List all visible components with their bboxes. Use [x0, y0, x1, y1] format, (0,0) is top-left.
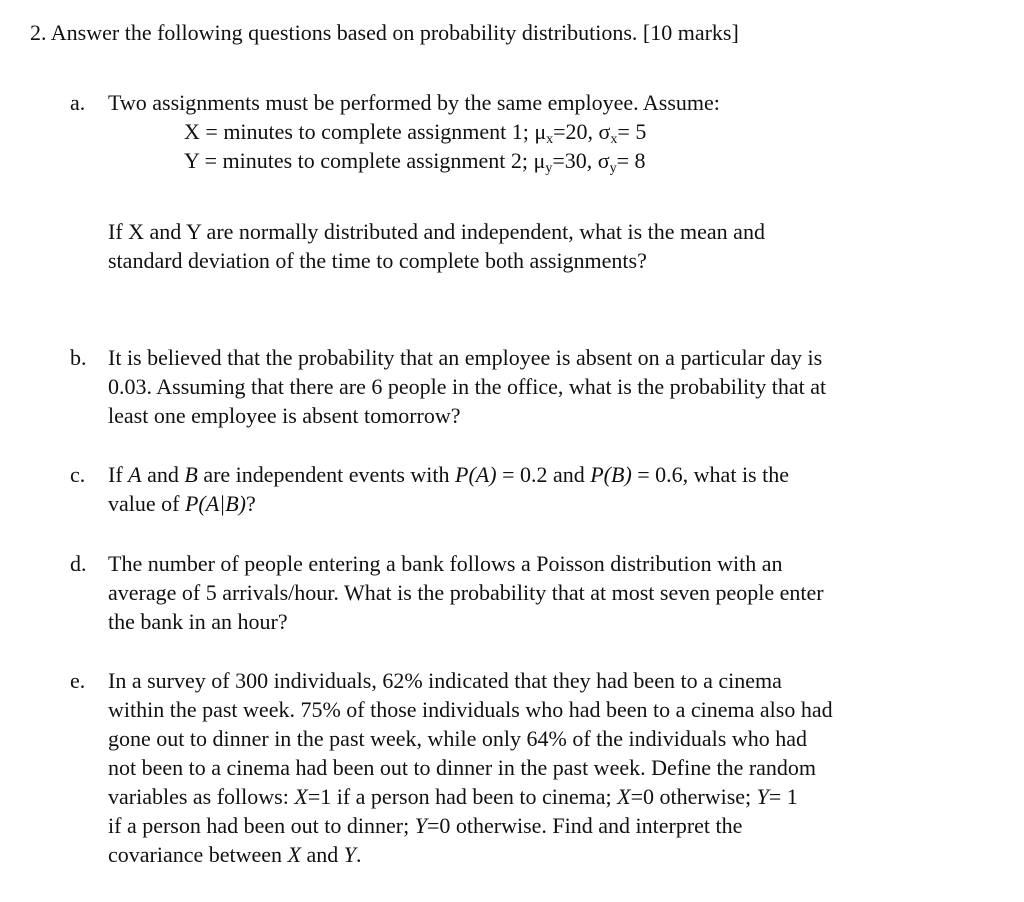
- question-d-line-3: the bank in an hour?: [108, 609, 288, 634]
- question-a-y-definition: Y = minutes to complete assignment 2; $\mu_y=30$, $\sigma_y= 8$: [184, 148, 646, 176]
- question-b-line-3: least one employee is absent tomorrow?: [108, 403, 461, 428]
- question-b-letter: b.: [70, 345, 87, 370]
- question-a-intro: Two assignments must be performed by the same employee. Assume:: [108, 90, 720, 115]
- question-a-text-line-2: standard deviation of the time to complete both assignments?: [108, 248, 647, 273]
- question-e-line-4: not been to a cinema had been out to dinner in the past week. Define the random: [108, 755, 817, 780]
- question-e-line-1: In a survey of 300 individuals, 62% indicated that they had been to a cinema: [108, 668, 782, 693]
- question-a-x-definition: X = minutes to complete assignment 1; $\mu_x=20$, $\sigma_x= 5$: [184, 119, 647, 147]
- question-heading: 2. Answer the following questions based on probability distributions. [10 marks]: [30, 20, 739, 45]
- question-d-letter: d.: [70, 551, 87, 576]
- question-d: [70, 549, 970, 636]
- question-e-letter: e.: [70, 668, 86, 693]
- question-c: [70, 460, 970, 518]
- question-a-text-line-1: If X and Y are normally distributed and independent, what is the mean and: [108, 219, 765, 244]
- question-b: [70, 343, 970, 430]
- question-c-line-2: value of P(A|B)?: [108, 491, 256, 516]
- question-d-line-1: The number of people entering a bank follows a Poisson distribution with an: [108, 551, 783, 576]
- question-a-letter: a.: [70, 90, 86, 115]
- question-c-letter: c.: [70, 462, 86, 487]
- question-e-line-7: covariance between X and Y.: [108, 842, 362, 867]
- question-d-line-2: average of 5 arrivals/hour. What is the probability that at most seven people enter: [108, 580, 824, 605]
- question-e-line-3: gone out to dinner in the past week, while only 64% of the individuals who had: [108, 726, 807, 751]
- question-b-line-2: 0.03. Assuming that there are 6 people in the office, what is the probability that at: [108, 374, 827, 399]
- question-a: [70, 88, 970, 275]
- question-e: [70, 666, 970, 869]
- question-c-line-1: If A and B are independent events with P(A) = 0.2 and P(B) = 0.6, what is the: [108, 462, 789, 487]
- question-b-line-1: It is believed that the probability that an employee is absent on a particular day is: [108, 345, 823, 370]
- question-e-line-2: within the past week. 75% of those individuals who had been to a cinema also had: [108, 697, 833, 722]
- question-e-line-5: variables as follows: X=1 if a person had been to cinema; X=0 otherwise; Y= 1: [108, 784, 798, 809]
- question-e-line-6: if a person had been out to dinner; Y=0 otherwise. Find and interpret the: [108, 813, 743, 838]
